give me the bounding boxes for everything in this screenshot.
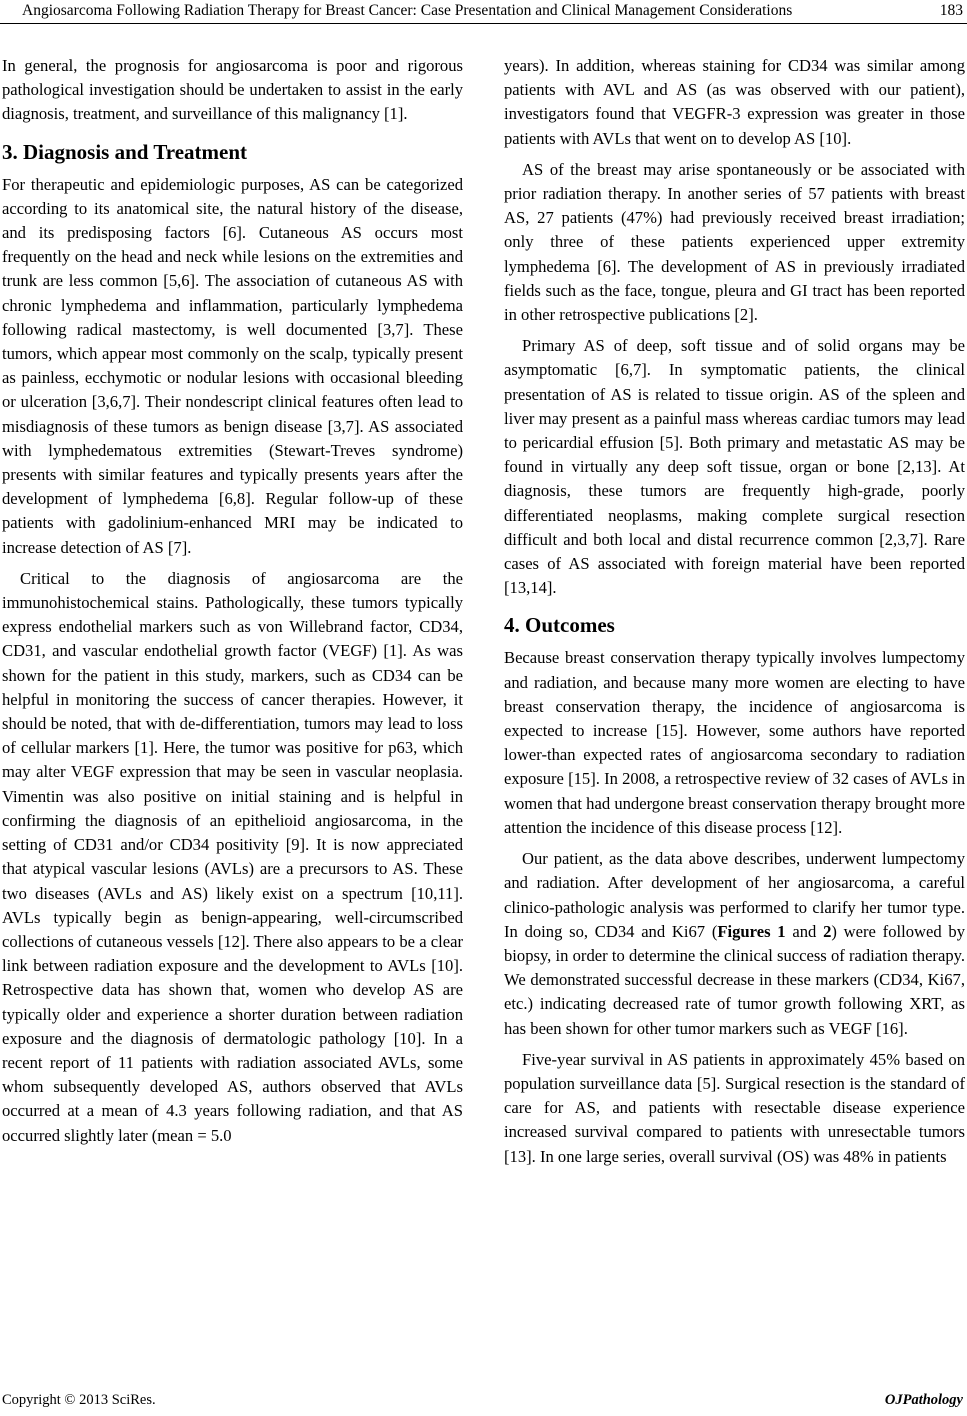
paragraph: Because breast conservation therapy typically involves lumpectomy and radiation, and because many more women are electing to have breast conservation therapy, the incidence of angiosarcoma is expected to increase [15]. However, some authors have reported lower-than expected rates of angiosarcoma secondary to radiation exposure [15]. In 2008, a retrospective review of 32 cases of AVLs in women that had undergone breast conservation therapy brought more attention the incidence of this disease process [12]. [504, 648, 965, 837]
paragraph: In general, the prognosis for angiosarcoma is poor and rigorous pathological investigation should be undertaken to assist in the early diagnosis, treatment, and surveillance of this malignancy [1]. [2, 56, 463, 124]
paragraph: For therapeutic and epidemiologic purposes, AS can be categorized according to its anatomical site, the natural history of the disease, and its predisposing factors [6]. Cutaneous AS occurs most frequently on the head and neck while lesions on the extremities and trunk are less common [5,6]. The association of cutaneous AS with chronic lymphedema and inflammation, particularly lymphedema following radical mastectomy, is well documented [3,7]. These tumors, which appear most commonly on the scalp, typically present as painless, ecchymotic or nodular lesions with occasional bleeding or ulceration [3,6,7]. Their nondescript clinical features often lead to misdiagnosis of these tumors as benign disease [3,7]. AS associated with lymphedematous extremities (Stewart-Treves syndrome) presents with similar features and typically presents years after the development of lymphedema [6,8]. Regular follow-up of these patients with gadolinium-enhanced MRI may be indicated to increase detection of AS [7]. [2, 174, 463, 557]
left-column [2, 54, 463, 1155]
right-column [504, 54, 965, 1176]
paragraph-text: Our patient, as the data above describes, underwent lumpectomy and radiation. After development of her angiosarcoma, a careful clinico-pathologic analysis was performed to clarify her tumor type. In doing so, CD34 and Ki67 ( [504, 849, 965, 941]
paragraph [504, 847, 965, 1041]
running-header [0, 2, 967, 24]
figure-reference-link[interactable]: Figures 1 [717, 921, 786, 941]
paragraph: Primary AS of deep, soft tissue and of solid organs may be asymptomatic [6,7]. In symptomatic patients, the clinical presentation of AS is related to tissue origin. AS of the spleen and liver may present as a painful mass whereas cardiac tumors may lead to pericardial effusion [5]. Both primary and metastatic AS may be found in virtually any deep soft tissue, organ or bone [2,13]. At diagnosis, these tumors are frequently high-grade, poorly differentiated neoplasms, making complete surgical resection difficult and both local and distal recurrence common [2,3,7]. Rare cases of AS associated with foreign material have been reported [13,14]. [504, 336, 965, 598]
figure-reference-link[interactable]: 2 [823, 921, 832, 941]
paragraph: Critical to the diagnosis of angiosarcoma are the immunohistochemical stains. Pathologically, these tumors typically express endothelial markers such as von Willebrand factor, CD34, CD31, and vascular endothelial growth factor (VEGF) [1]. As was shown for the patient in this study, markers, such as CD34 can be helpful in monitoring the success of cancer therapies. However, it should be noted, that with de-differentiation, tumors may lead to loss of cellular markers [1]. Here, the tumor was positive for p63, which may alter VEGF expression that may be seen in vascular neoplasia. Vimentin was also positive on initial staining and is helpful in confirming the diagnosis of an epithelioid angiosarcoma, in the setting of CD31 and/or CD34 positivity [9]. It is now appreciated that atypical vascular lesions (AVLs) are a precursors to AS. These two diseases (AVLs and AS) likely exist on a spectrum [10,11]. AVLs typically begin as benign-appearing, well-circumscribed collections of cutaneous vessels [12]. There also appears to be a clear link between radiation exposure and the development to AVLs [10]. Retrospective data has shown that, women who develop AS are typically older and experience a shorter duration between radiation exposure and the diagnosis of dermatologic pathology [10]. In a recent report of 11 patients with radiation associated AVLs, some whom subsequently developed AS, authors observed that AVLs occurred at a mean of 4.3 years following radiation, and that AS occurred slightly later (mean = 5.0 [2, 568, 463, 1145]
section-heading-outcomes: 4. Outcomes [504, 613, 615, 638]
paragraph: years). In addition, whereas staining for CD34 was similar among patients with AVL and AS (as was observed with our patient), investigators found that VEGFR-3 expression was greater in those patients with AVLs that went on to develop AS [10]. [504, 56, 965, 148]
page-number: 183 [939, 2, 963, 19]
running-title: Angiosarcoma Following Radiation Therapy for Breast Cancer: Case Presentation and Clinical Management Considerations [22, 2, 793, 19]
copyright-notice: Copyright © 2013 SciRes. [2, 1392, 156, 1408]
section-heading-diagnosis: 3. Diagnosis and Treatment [2, 139, 248, 164]
paragraph-text: ) were followed by biopsy, in order to determine the clinical success of radiation therapy. We demonstrated successful decrease in these markers (CD34, Ki67, etc.) indicating decreased rate of tumor growth following XRT, as has been shown for other tumor markers such as VEGF [16]. [504, 921, 966, 1038]
paragraph: Five-year survival in AS patients in approximately 45% based on population surveillance data [5]. Surgical resection is the standard of care for AS, and patients with resectable disease experience increased survival compared to patients with unresectable tumors [13]. In one large series, overall survival (OS) was 48% in patients [504, 1049, 965, 1166]
paragraph-text: and [785, 921, 824, 941]
paragraph: AS of the breast may arise spontaneously or be associated with prior radiation therapy. In another series of 57 patients with breast AS, 27 patients (47%) had previously received breast irradiation; only three of these patients experienced upper extremity lymphedema [6]. The development of AS in previously irradiated fields such as the face, tongue, pleura and GI tract has been reported in other retrospective publications [2]. [504, 159, 965, 325]
journal-name: OJPathology [884, 1392, 963, 1408]
page-footer [0, 1384, 967, 1414]
